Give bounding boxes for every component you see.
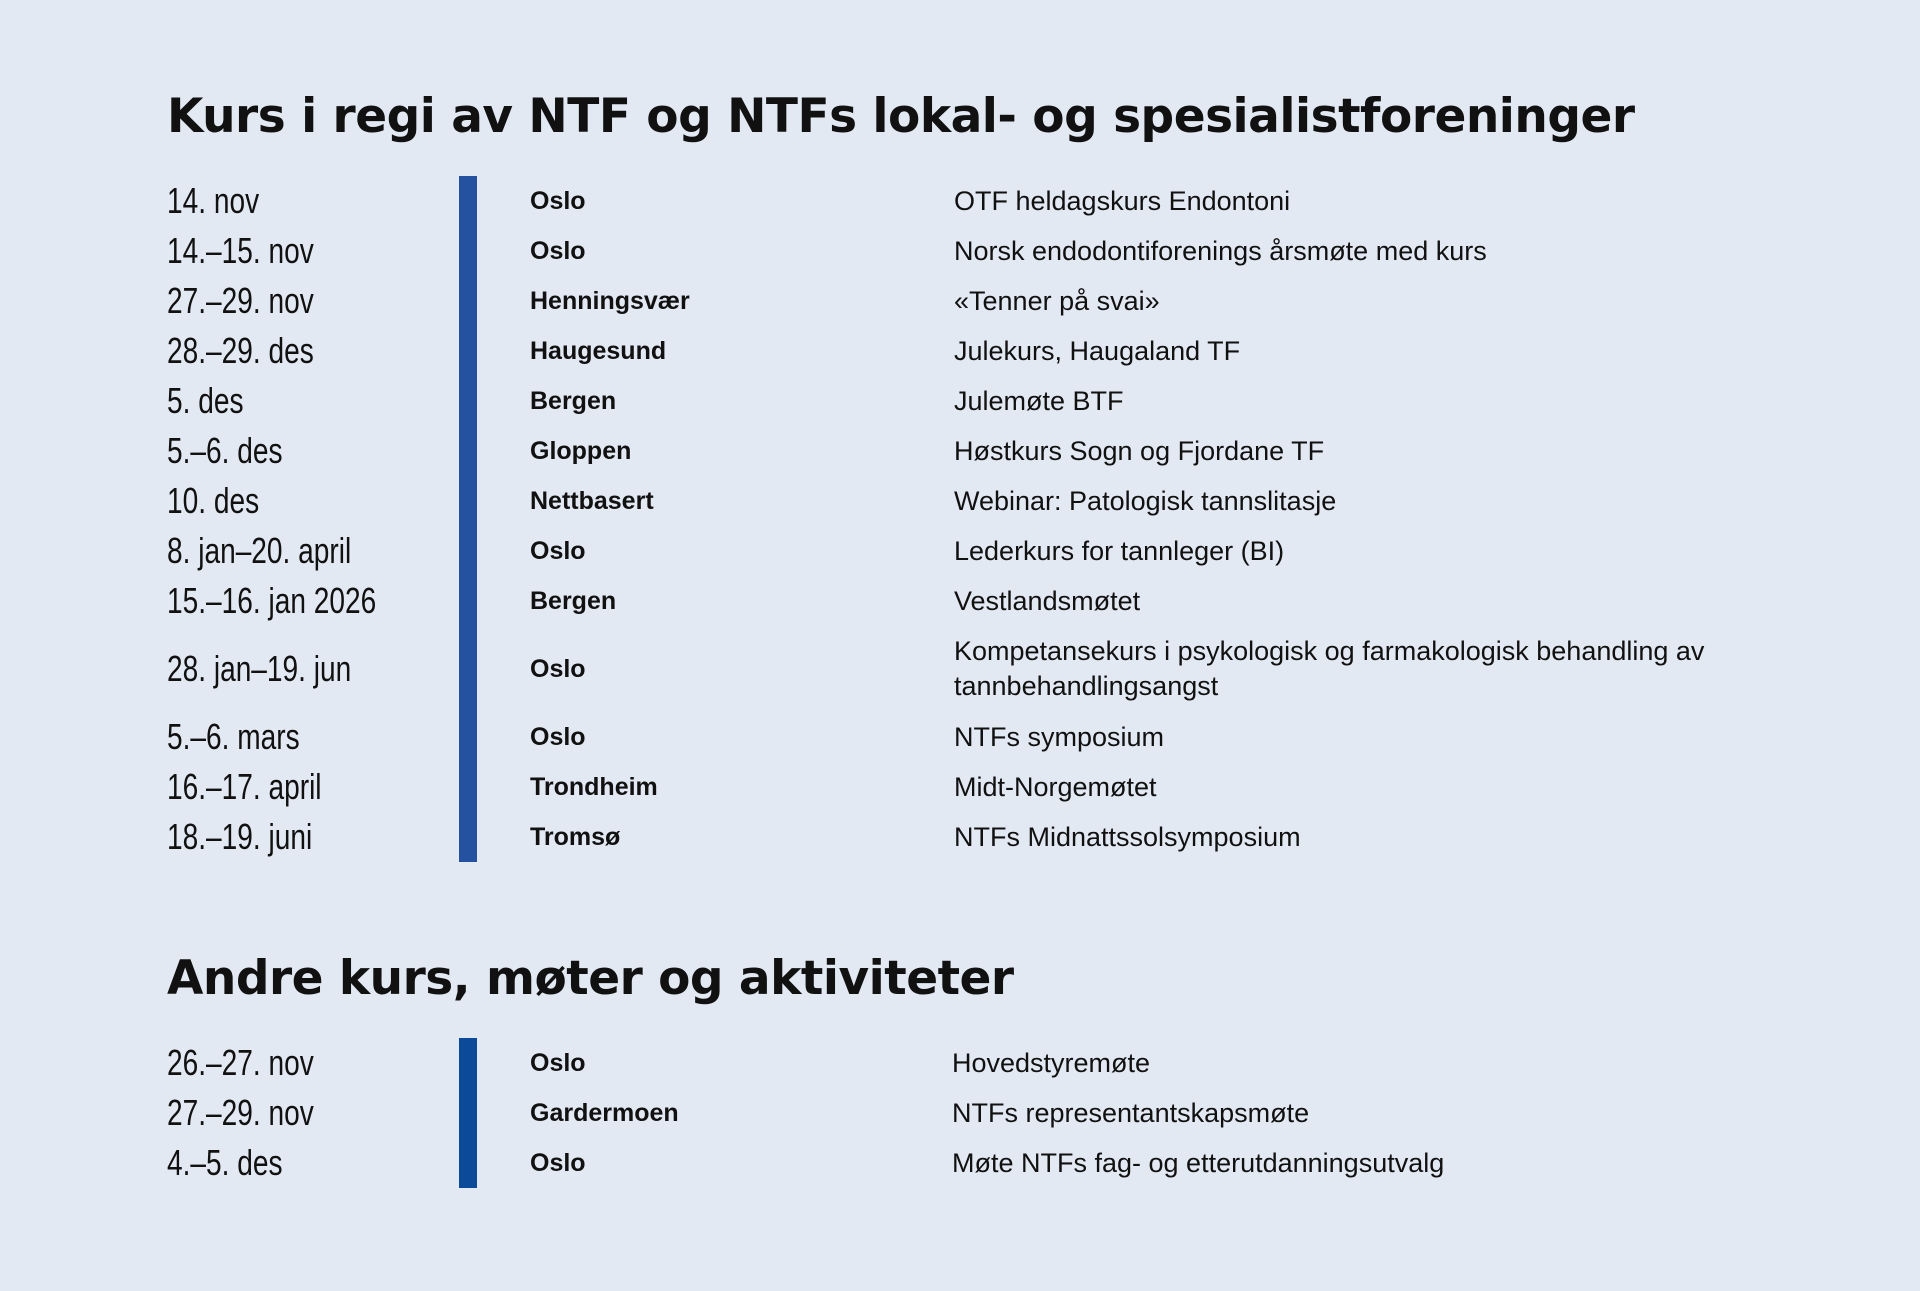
event-place: Bergen	[530, 586, 617, 615]
table-row	[167, 476, 1807, 526]
event-title: «Tenner på svai»	[954, 285, 1160, 316]
event-place: Bergen	[530, 386, 617, 415]
table-row	[167, 1038, 1807, 1088]
event-title: Lederkurs for tannleger (BI)	[954, 535, 1285, 566]
event-title: NTFs Midnattssolsymposium	[954, 821, 1301, 852]
event-place: Trondheim	[530, 772, 658, 801]
table-row	[167, 1138, 1807, 1188]
event-place: Gloppen	[530, 436, 632, 465]
event-date: 28.–29. des	[167, 330, 314, 371]
event-title: Møte NTFs fag- og etterutdanningsutvalg	[952, 1147, 1445, 1178]
table-row	[167, 626, 1807, 712]
event-date: 27.–29. nov	[167, 1092, 314, 1133]
event-date: 18.–19. juni	[167, 816, 313, 857]
event-place: Nettbasert	[530, 486, 654, 515]
table-row	[167, 426, 1807, 476]
event-title: Høstkurs Sogn og Fjordane TF	[954, 435, 1325, 466]
event-date: 28. jan–19. jun	[167, 648, 352, 689]
event-title: Hovedstyremøte	[952, 1047, 1151, 1078]
event-place: Oslo	[530, 236, 586, 265]
table-row	[167, 326, 1807, 376]
table-row	[167, 712, 1807, 762]
table-row	[167, 762, 1807, 812]
event-date: 5.–6. mars	[167, 716, 300, 757]
table-row	[167, 812, 1807, 862]
table-row	[167, 226, 1807, 276]
event-place: Henningsvær	[530, 286, 690, 315]
event-place: Oslo	[530, 536, 586, 565]
event-date: 8. jan–20. april	[167, 530, 352, 571]
event-title: Norsk endodontiforenings årsmøte med kurs	[954, 235, 1487, 266]
event-title: NTFs representantskapsmøte	[952, 1097, 1310, 1128]
event-title: Webinar: Patologisk tannslitasje	[954, 485, 1337, 516]
other-activities-section	[167, 944, 1807, 1188]
course-section-ntf	[167, 82, 1807, 862]
event-date: 15.–16. jan 2026	[167, 580, 377, 621]
event-date: 16.–17. april	[167, 766, 322, 807]
accent-bar	[459, 176, 477, 862]
event-date: 5. des	[167, 380, 244, 421]
event-date: 27.–29. nov	[167, 280, 314, 321]
table-row	[167, 526, 1807, 576]
event-place: Oslo	[530, 1148, 586, 1177]
activity-list	[167, 1038, 1807, 1188]
section-heading: Kurs i regi av NTF og NTFs lokal- og spesialistforeninger	[167, 89, 1635, 144]
event-place: Gardermoen	[530, 1098, 679, 1127]
table-row	[167, 1088, 1807, 1138]
event-title: Julemøte BTF	[954, 385, 1124, 416]
table-row	[167, 276, 1807, 326]
event-place: Oslo	[530, 722, 586, 751]
event-date: 14.–15. nov	[167, 230, 314, 271]
event-place: Oslo	[530, 186, 586, 215]
table-row	[167, 576, 1807, 626]
event-title: Vestlandsmøtet	[954, 585, 1141, 616]
table-row	[167, 376, 1807, 426]
event-place: Haugesund	[530, 336, 667, 365]
event-title: NTFs symposium	[954, 721, 1165, 752]
event-title: Kompetansekurs i psykologisk og farmakologisk behandling av tannbehandlingsangst	[954, 636, 1705, 701]
event-title: OTF heldagskurs Endontoni	[954, 185, 1291, 216]
event-place: Oslo	[530, 654, 586, 683]
accent-bar	[459, 1038, 477, 1188]
event-date: 26.–27. nov	[167, 1042, 314, 1083]
table-row	[167, 176, 1807, 226]
course-list	[167, 176, 1807, 862]
section-heading: Andre kurs, møter og aktiviteter	[167, 951, 1014, 1006]
event-title: Midt-Norgemøtet	[954, 771, 1157, 802]
event-place: Tromsø	[530, 822, 621, 851]
event-date: 4.–5. des	[167, 1142, 283, 1183]
event-date: 5.–6. des	[167, 430, 283, 471]
event-date: 14. nov	[167, 180, 260, 221]
event-date: 10. des	[167, 480, 260, 521]
event-place: Oslo	[530, 1048, 586, 1077]
event-title: Julekurs, Haugaland TF	[954, 335, 1241, 366]
